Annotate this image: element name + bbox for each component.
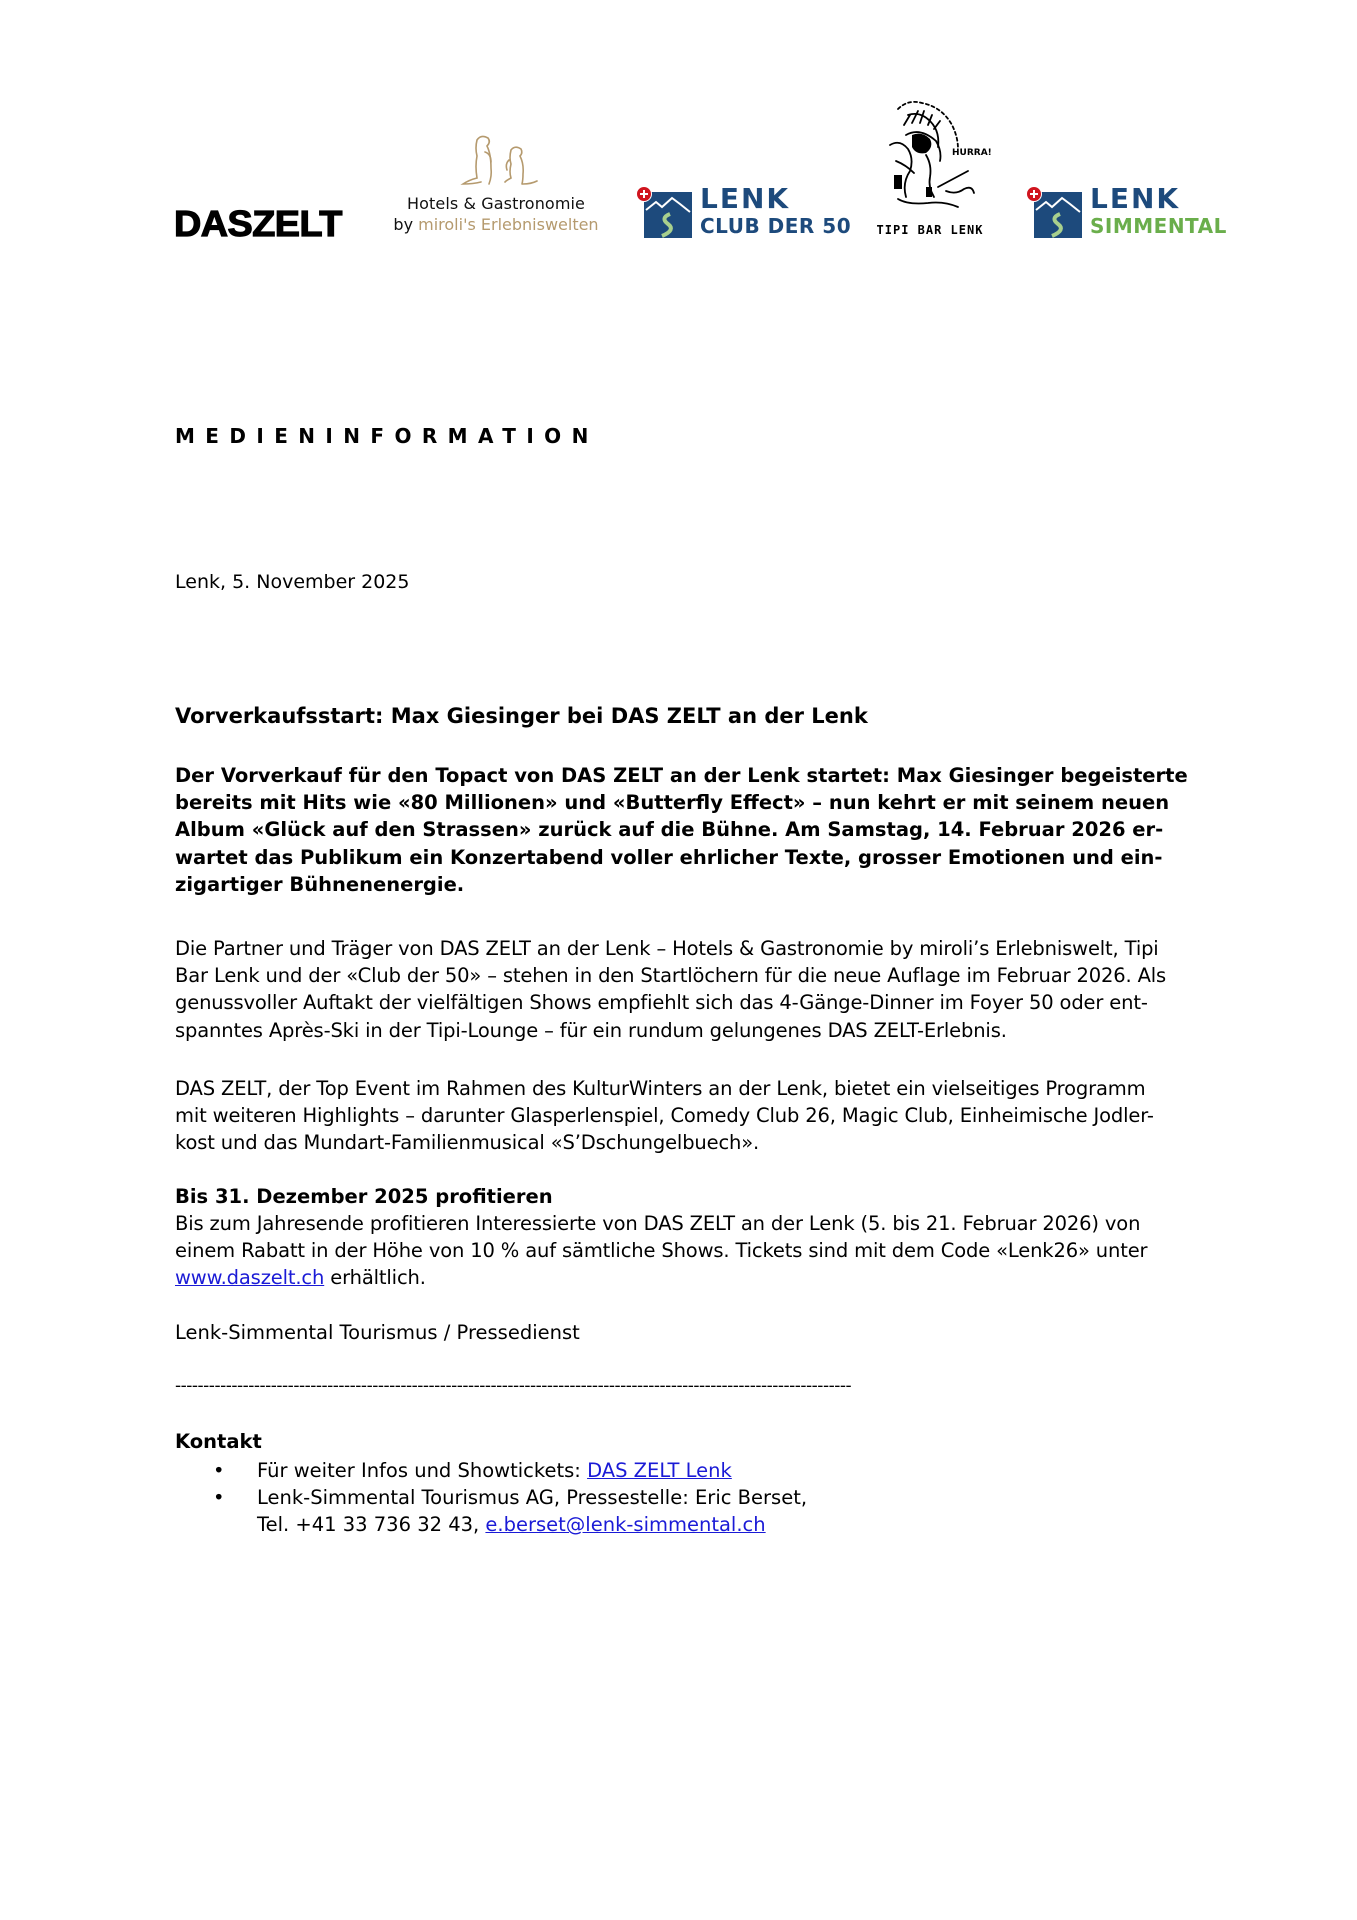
paragraph-line: DAS ZELT, der Top Event im Rahmen des KulturWinters an der Lenk, bietet ein vielseitiges Programm bbox=[175, 1077, 1146, 1100]
contact-phone: Tel. +41 33 736 32 43, bbox=[257, 1513, 486, 1537]
paragraph-line: genussvoller Auftakt der vielfältigen Shows empfiehlt sich das 4-Gänge-Dinner im Foyer 50 oder ent- bbox=[175, 991, 1148, 1015]
contact-item-text: Lenk-Simmental Tourismus AG, Pressestelle: Eric Berset, bbox=[257, 1486, 808, 1510]
club-logo-line2: CLUB DER 50 bbox=[700, 214, 852, 238]
contact-item-text: Für weiter Infos und Showtickets: bbox=[257, 1459, 588, 1482]
paragraph-line: spanntes Après-Ski in der Tipi-Lounge – für ein rundum gelungenes DAS ZELT-Erlebnis. bbox=[175, 1018, 1007, 1042]
contact-heading: Kontakt bbox=[175, 1430, 262, 1453]
daszelt-logo: DASZELT bbox=[174, 203, 342, 244]
logo-bar bbox=[0, 0, 1357, 260]
lead-line: zigartiger Bühnenenergie. bbox=[175, 872, 465, 896]
swiss-cross-icon bbox=[636, 186, 652, 202]
hotels-logo-line2 bbox=[382, 215, 610, 234]
contact-item-press bbox=[175, 1484, 807, 1538]
paragraph-line: Bis zum Jahresende profitieren Interessierte von DAS ZELT an der Lenk (5. bis 21. Februar 2026) von bbox=[175, 1212, 1141, 1235]
paragraph-line: einem Rabatt in der Höhe von 10 % auf sämtliche Shows. Tickets sind mit dem Code «Lenk26» unter bbox=[175, 1239, 1148, 1263]
email-link[interactable]: e.berset@lenk-simmental.ch bbox=[485, 1513, 766, 1537]
lead-line: bereits mit Hits wie «80 Millionen» und «Butterfly Effect» – nun kehrt er mit seinem neuen bbox=[175, 791, 1170, 815]
offer-suffix: erhältlich. bbox=[324, 1266, 426, 1290]
contact-phone-line bbox=[257, 1511, 807, 1538]
daszelt-website-link[interactable]: www.daszelt.ch bbox=[175, 1266, 325, 1290]
offer-heading: Bis 31. Dezember 2025 profitieren bbox=[175, 1185, 553, 1208]
paragraph-line: kost und das Mundart-Familienmusical «S’Dschungelbuech». bbox=[175, 1131, 760, 1155]
paragraph-partners bbox=[175, 935, 1265, 1044]
dashed-divider: ------------------------------------------------------------------------------------------------------------------------ bbox=[175, 1376, 852, 1396]
tipi-logo-text: TIPI BAR LENK bbox=[876, 223, 984, 237]
lenk-mountain-icon bbox=[644, 192, 692, 238]
bullet-icon: • bbox=[213, 1459, 225, 1482]
tipi-bar-lenk-logo bbox=[868, 95, 992, 240]
paragraph-line bbox=[175, 1264, 1265, 1291]
page-title: Vorverkaufsstart: Max Giesinger bei DAS ZELT an der Lenk bbox=[175, 704, 868, 728]
paragraph-line: Die Partner und Träger von DAS ZELT an der Lenk – Hotels & Gastronomie by miroli’s Erlebniswelt, Tipi bbox=[175, 937, 1159, 960]
hotels-logo-line1: Hotels & Gastronomie bbox=[407, 194, 585, 213]
daszelt-lenk-link[interactable]: DAS ZELT Lenk bbox=[587, 1459, 732, 1482]
lead-paragraph bbox=[175, 762, 1265, 898]
swiss-cross-icon bbox=[1026, 186, 1042, 202]
lead-line: Der Vorverkauf für den Topact von DAS ZELT an der Lenk startet: Max Giesinger begeisterte bbox=[175, 764, 1188, 787]
signature: Lenk-Simmental Tourismus / Pressedienst bbox=[175, 1321, 580, 1344]
bullet-icon: • bbox=[213, 1486, 225, 1510]
marmots-icon bbox=[441, 130, 551, 192]
lenk-mountain-icon bbox=[1034, 192, 1082, 238]
lead-line: Album «Glück auf den Strassen» zurück auf die Bühne. Am Samstag, 14. Februar 2026 er- bbox=[175, 818, 1164, 842]
hotels-gastronomie-logo bbox=[382, 130, 610, 234]
paragraph-line: mit weiteren Highlights – darunter Glasperlenspiel, Comedy Club 26, Magic Club, Einheimische Jodler- bbox=[175, 1104, 1154, 1128]
lenk-simmental-logo bbox=[1026, 184, 1236, 236]
paragraph-offer bbox=[175, 1210, 1265, 1292]
tipi-chief-drawing-icon bbox=[868, 95, 992, 221]
hotels-logo-brand: miroli's Erlebniswelten bbox=[418, 215, 599, 234]
document-date: Lenk, 5. November 2025 bbox=[175, 571, 410, 593]
kicker-medieninformation: MEDIENINFORMATION bbox=[175, 424, 599, 448]
club-logo-line1: LENK bbox=[700, 182, 791, 215]
tipi-shout: HURRA! bbox=[952, 148, 992, 158]
simmental-logo-line2: SIMMENTAL bbox=[1090, 214, 1227, 238]
contact-list bbox=[175, 1457, 807, 1539]
simmental-logo-line1: LENK bbox=[1090, 182, 1181, 215]
lead-line: wartet das Publikum ein Konzertabend voller ehrlicher Texte, grosser Emotionen und ein- bbox=[175, 845, 1163, 869]
hotels-logo-by: by bbox=[393, 215, 419, 234]
contact-item-tickets bbox=[175, 1457, 807, 1484]
paragraph-program bbox=[175, 1075, 1265, 1157]
paragraph-line: Bar Lenk und der «Club der 50» – stehen in den Startlöchern für die neue Auflage im Februar 2026. Als bbox=[175, 964, 1167, 988]
lenk-club-der-50-logo bbox=[636, 182, 852, 238]
